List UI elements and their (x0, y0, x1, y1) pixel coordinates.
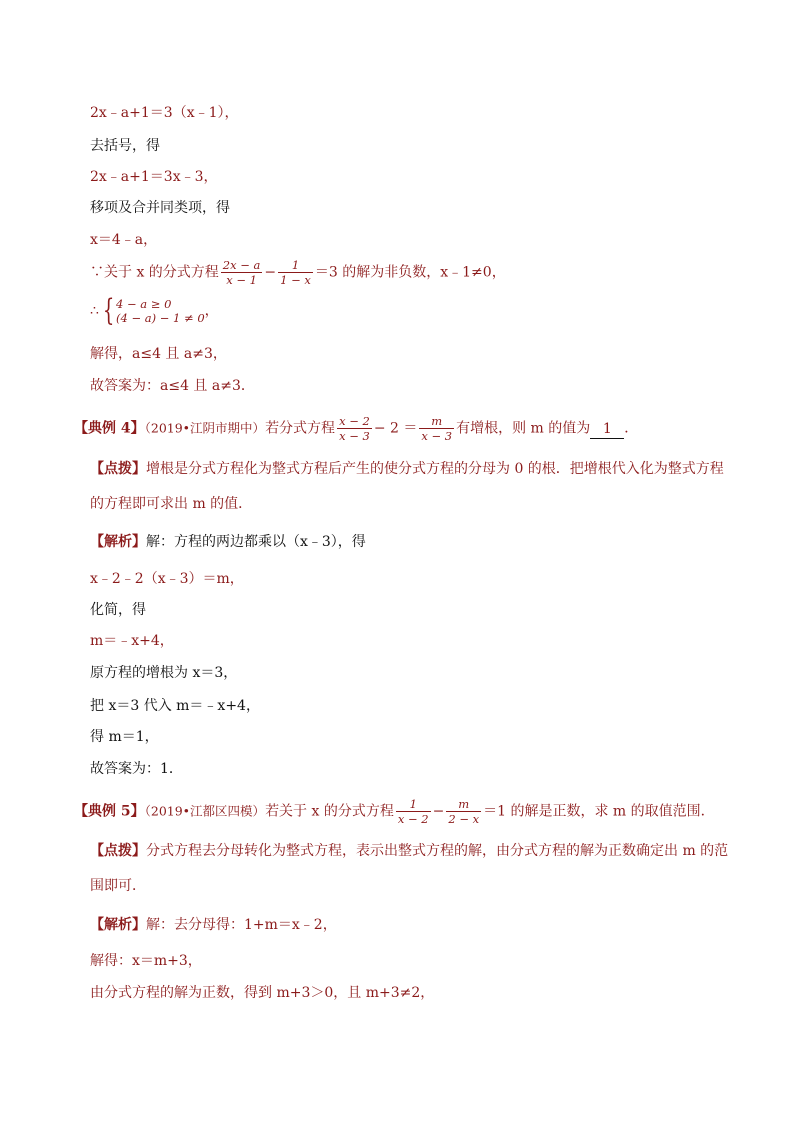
therefore-symbol: ∴ (90, 303, 99, 319)
source-label: （2019•江阴市期中） (144, 420, 266, 436)
tip-text: 增根是分式方程化为整式方程后产生的使分式方程的分母为 0 的根．把增根代入化为整式方程 (146, 461, 724, 477)
solution-line: 解得，a≤4 且 a≠3， (90, 346, 227, 362)
tip-text: 分式方程去分母转化为整式方程，表示出整式方程的解，由分式方程的解为正数确定出 m 的范 (146, 843, 729, 859)
solution-line-system (90, 293, 219, 328)
solution-line: 得 m＝1， (90, 729, 159, 745)
analysis-text: 解：去分母得：1+m＝x﹣2， (146, 917, 337, 933)
tip-label: 【点拨】 (90, 461, 146, 477)
solution-line: 原方程的增根为 x＝3， (90, 665, 238, 681)
solution-line: x﹣2﹣2（x﹣3）＝m， (90, 571, 244, 587)
tip-line (90, 842, 728, 860)
question-text: ＝1 的解是正数，求 m 的取值范围． (483, 803, 715, 820)
example-5-question (74, 797, 715, 826)
fraction: $\frac{x - 2}{x - 3}$ (339, 414, 370, 443)
fraction: $\frac{m}{x - 3}$ (421, 414, 453, 443)
solution-line: m＝﹣x+4， (90, 633, 174, 649)
question-text: 若关于 x 的分式方程 (265, 803, 394, 820)
equation-suffix: ＝3 的解为非负数，x﹣1≠0， (314, 264, 506, 281)
solution-line: 把 x＝3 代入 m＝﹣x+4， (90, 698, 260, 714)
fraction: $\frac{2x - a}{x - 1}$ (222, 258, 261, 287)
equation-prefix: ∵关于 x 的分式方程 (90, 264, 219, 281)
fraction: $\frac{1}{x - 2}$ (397, 797, 429, 826)
analysis-line (90, 533, 366, 551)
solution-line: 化简，得 (90, 602, 146, 618)
example-4-question (74, 414, 638, 443)
example-tag: 【典例 5】 (74, 803, 145, 820)
example-tag: 【典例 4】 (74, 420, 145, 437)
answer-blank: 1 (590, 420, 624, 439)
tip-label: 【点拨】 (90, 843, 146, 859)
inequality-system: 4 − a ≥ 0 (4 − a) − 1 ≠ 0 (116, 297, 205, 325)
solution-line: 故答案为：a≤4 且 a≠3． (90, 378, 255, 394)
fraction: $\frac{m}{2 - x}$ (448, 797, 480, 826)
operator: − (264, 264, 277, 281)
question-text: 有增根，则 m 的值为 (456, 420, 591, 437)
question-text: 若分式方程 (265, 420, 336, 437)
solution-line: 2x﹣a+1＝3（x﹣1）， (90, 105, 239, 121)
tip-line (90, 460, 724, 478)
brace-icon: { (102, 293, 115, 328)
operator: − 2 ＝ (373, 420, 418, 437)
operator: − (432, 803, 445, 820)
fraction: $\frac{1}{1 - x}$ (280, 258, 311, 287)
system-suffix: ， (204, 303, 219, 319)
analysis-label: 【解析】 (90, 534, 146, 550)
solution-line: 解得：x＝m+3， (90, 953, 202, 969)
analysis-label: 【解析】 (90, 917, 146, 933)
solution-line: 2x﹣a+1＝3x﹣3， (90, 169, 218, 185)
source-label: （2019•江都区四模） (144, 803, 266, 819)
question-end: ． (624, 420, 639, 437)
solution-line-equation (90, 258, 506, 287)
analysis-text: 解：方程的两边都乘以（x﹣3），得 (146, 534, 366, 550)
solution-line: 故答案为：1． (90, 761, 183, 777)
analysis-line (90, 916, 337, 934)
solution-line: x＝4﹣a， (90, 232, 158, 248)
solution-line: 去括号，得 (90, 138, 160, 154)
solution-line: 移项及合并同类项，得 (90, 200, 230, 216)
solution-line: 由分式方程的解为正数，得到 m+3＞0，且 m+3≠2， (90, 985, 435, 1001)
tip-line: 围即可． (90, 878, 146, 894)
tip-line: 的方程即可求出 m 的值． (90, 496, 253, 512)
